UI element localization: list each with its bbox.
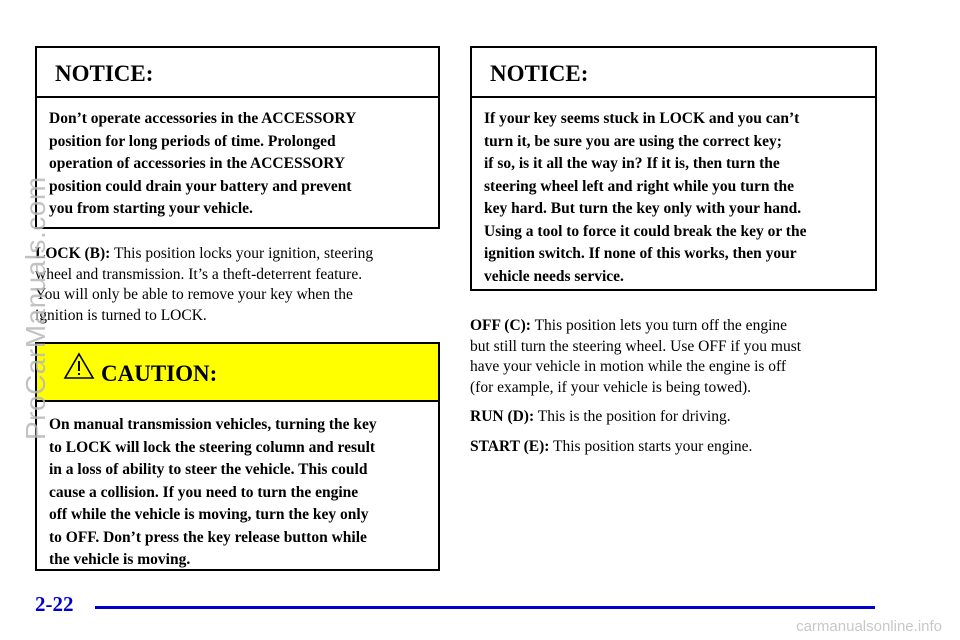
bottom-watermark: carmanualsonline.info — [796, 618, 942, 635]
notice-line: key hard. But turn the key only with your hand. — [484, 200, 802, 217]
caution-title: CAUTION: — [101, 361, 218, 386]
notice-line: Using a tool to force it could break the key or the — [484, 222, 807, 240]
lock-line: ignition is turned to LOCK. — [35, 306, 207, 324]
notice-box-key-stuck — [470, 46, 877, 291]
lock-line: You will only be able to remove your key when the — [35, 286, 353, 303]
caution-line: to OFF. Don’t press the key release button while — [49, 528, 367, 546]
caution-line: On manual transmission vehicles, turning the key — [49, 416, 377, 433]
side-watermark: ProCarManuals.com — [20, 176, 51, 440]
caution-line: in a loss of ability to steer the vehicle. This could — [49, 461, 368, 478]
notice-line: ignition switch. If none of this works, then your — [484, 245, 797, 262]
lock-paragraph — [35, 244, 440, 326]
start-text: This position starts your engine. — [549, 437, 753, 455]
notice-line: steering wheel left and right while you turn the — [484, 177, 794, 195]
off-line: This position lets you turn off the engine — [530, 317, 787, 334]
notice-title: NOTICE: — [472, 48, 875, 98]
lock-label: LOCK (B): — [35, 245, 111, 262]
run-paragraph — [470, 407, 877, 428]
off-line: (for example, if your vehicle is being towed). — [470, 378, 752, 396]
off-line: have your vehicle in motion while the engine is off — [470, 358, 787, 375]
notice-body — [37, 98, 438, 233]
notice-line: Don’t operate accessories in the ACCESSORY — [49, 110, 357, 127]
notice-body — [472, 98, 875, 300]
caution-header — [37, 344, 438, 402]
caution-line: cause a collision. If you need to turn the engine — [49, 483, 359, 501]
notice-line: position could drain your battery and prevent — [49, 177, 352, 195]
lock-line: This position locks your ignition, steering — [110, 245, 374, 262]
notice-title: NOTICE: — [37, 48, 438, 98]
left-column — [35, 46, 440, 571]
notice-line: position for long periods of time. Prolonged — [49, 132, 336, 150]
warning-triangle-icon — [63, 352, 95, 380]
notice-line: If your key seems stuck in LOCK and you can’t — [484, 110, 800, 127]
start-label: START (E): — [470, 437, 550, 455]
caution-line: off while the vehicle is moving, turn the key only — [49, 506, 369, 523]
notice-line: you from starting your vehicle. — [49, 200, 253, 217]
caution-line: the vehicle is moving. — [49, 551, 191, 568]
off-label: OFF (C): — [470, 317, 531, 334]
footer-rule — [95, 606, 875, 609]
start-paragraph — [470, 437, 877, 458]
page-number: 2-22 — [35, 592, 74, 616]
off-paragraph — [470, 316, 877, 398]
caution-box — [35, 342, 440, 571]
run-text: This is the position for driving. — [534, 408, 731, 425]
notice-box-accessory — [35, 46, 440, 229]
right-column — [470, 46, 877, 457]
lock-line: wheel and transmission. It’s a theft-deterrent feature. — [35, 265, 363, 283]
notice-line: vehicle needs service. — [484, 267, 624, 285]
notice-line: operation of accessories in the ACCESSORY — [49, 155, 346, 172]
run-label: RUN (D): — [470, 408, 535, 425]
caution-body — [37, 402, 438, 584]
caution-line: to LOCK will lock the steering column and result — [49, 438, 376, 456]
notice-line: turn it, be sure you are using the correct key; — [484, 132, 782, 150]
off-line: but still turn the steering wheel. Use OFF if you must — [470, 337, 802, 355]
notice-line: if so, is it all the way in? If it is, then turn the — [484, 155, 780, 172]
